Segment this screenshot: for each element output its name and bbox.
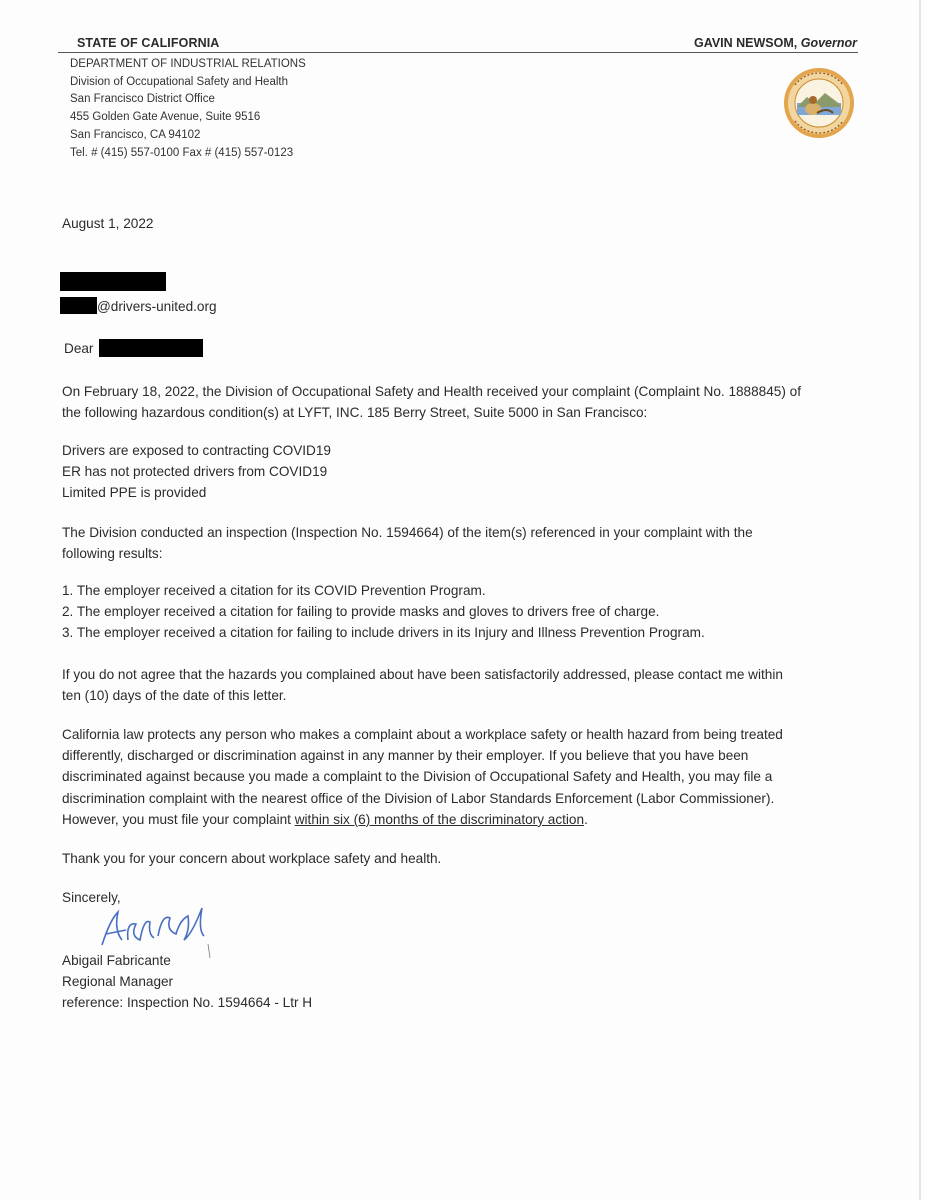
hazard-conditions-list bbox=[62, 440, 862, 504]
redacted-email-user bbox=[60, 297, 97, 314]
paragraph-line bbox=[62, 809, 862, 830]
header-rule bbox=[58, 52, 858, 53]
discrimination-paragraph bbox=[62, 724, 862, 830]
address-line: San Francisco District Office bbox=[70, 93, 215, 106]
governor-name: GAVIN NEWSOM, bbox=[694, 36, 798, 50]
paragraph-line: On February 18, 2022, the Division of Occupational Safety and Health received your complaint (Complaint No. 1888845) of bbox=[62, 384, 802, 399]
paragraph-line: ten (10) days of the date of this letter. bbox=[62, 688, 287, 704]
result-item: 2. The employer received a citation for failing to provide masks and gloves to drivers free of charge. bbox=[62, 604, 660, 620]
signature-block bbox=[62, 950, 862, 1014]
signer-name: Abigail Fabricante bbox=[62, 953, 171, 968]
paragraph-line: If you do not agree that the hazards you complained about have been satisfactorily addressed, please contact me within bbox=[62, 667, 783, 682]
paragraph-line: the following hazardous condition(s) at LYFT, INC. 185 Berry Street, Suite 5000 in San Francisco: bbox=[62, 405, 648, 421]
signer-title: Regional Manager bbox=[62, 974, 174, 990]
condition-item: ER has not protected drivers from COVID19 bbox=[62, 464, 328, 480]
salutation bbox=[64, 338, 864, 359]
paragraph-line: discriminated against because you made a complaint to the Division of Occupational Safety and Health, you may file a bbox=[62, 769, 773, 785]
address-line: 455 Golden Gate Avenue, Suite 9516 bbox=[70, 111, 261, 124]
address-line: Tel. # (415) 557-0100 Fax # (415) 557-0123 bbox=[70, 146, 294, 159]
governor-title: Governor bbox=[800, 36, 857, 50]
condition-item: Limited PPE is provided bbox=[62, 485, 207, 501]
paragraph-line: discrimination complaint with the nearest office of the Division of Labor Standards Enforcement (Labor Commissioner). bbox=[62, 790, 775, 806]
letter-date: August 1, 2022 bbox=[62, 216, 154, 231]
address-line: San Francisco, CA 94102 bbox=[70, 128, 201, 141]
email-domain: @drivers-united.org bbox=[97, 299, 217, 314]
redacted-recipient-name bbox=[60, 272, 166, 291]
page-edge bbox=[919, 0, 921, 1200]
closing: Sincerely, bbox=[62, 890, 121, 905]
office-address bbox=[70, 56, 306, 162]
inspection-results-list bbox=[62, 580, 862, 644]
paragraph-line: following results: bbox=[62, 546, 163, 562]
thank-you-line: Thank you for your concern about workplace safety and health. bbox=[62, 851, 442, 866]
condition-item: Drivers are exposed to contracting COVID19 bbox=[62, 443, 331, 458]
deadline-underlined: within six (6) months of the discriminatory action bbox=[294, 811, 585, 827]
result-item: 3. The employer received a citation for failing to include drivers in its Injury and Illness Prevention Program. bbox=[62, 625, 705, 641]
redacted-salutation-name bbox=[99, 339, 203, 357]
address-line: DEPARTMENT OF INDUSTRIAL RELATIONS bbox=[70, 58, 306, 70]
result-item: 1. The employer received a citation for its COVID Prevention Program. bbox=[62, 583, 486, 598]
governor-line bbox=[694, 36, 857, 50]
state-seal-icon bbox=[783, 67, 855, 139]
salutation-word: Dear bbox=[64, 341, 94, 356]
paragraph-line: differently, discharged or discrimination against in any manner by their employer. If you believe that you have been bbox=[62, 748, 749, 764]
deadline-suffix: . bbox=[584, 811, 588, 827]
deadline-prefix: However, you must file your complaint bbox=[62, 811, 295, 827]
contact-paragraph bbox=[62, 664, 862, 706]
state-heading: STATE OF CALIFORNIA bbox=[77, 36, 220, 50]
recipient-email bbox=[60, 296, 860, 317]
paragraph-line: California law protects any person who makes a complaint about a workplace safety or health hazard from being treated bbox=[62, 727, 783, 742]
reference-line: reference: Inspection No. 1594664 - Ltr H bbox=[62, 995, 313, 1011]
complaint-paragraph bbox=[62, 381, 862, 423]
inspection-paragraph bbox=[62, 522, 862, 564]
address-line: Division of Occupational Safety and Health bbox=[70, 75, 288, 88]
paragraph-line: The Division conducted an inspection (Inspection No. 1594664) of the item(s) referenced in your complaint with the bbox=[62, 525, 753, 540]
